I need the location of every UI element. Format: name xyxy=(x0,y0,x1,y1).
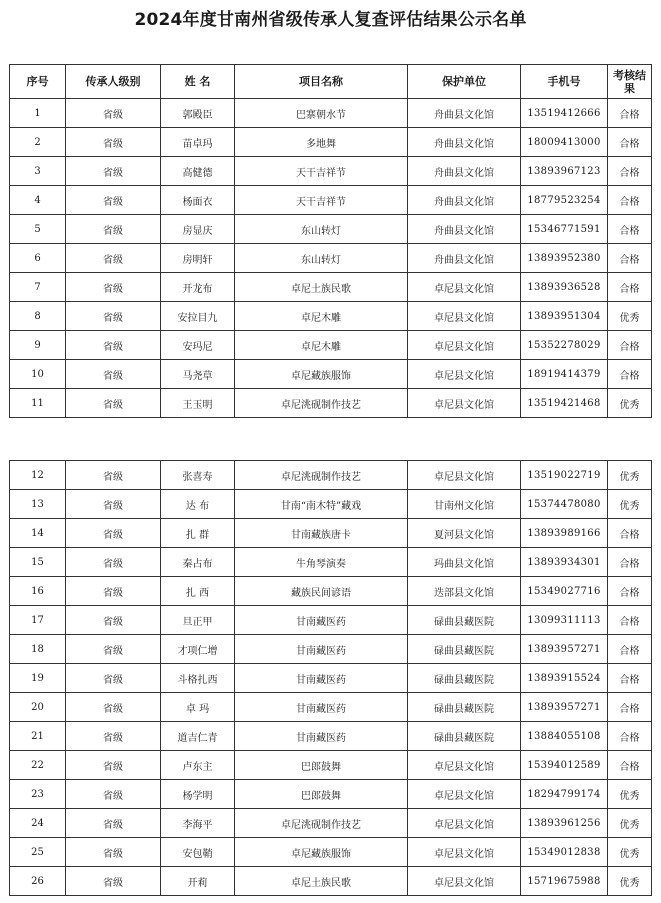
header-index: 序号 xyxy=(10,65,66,99)
cell-result: 合格 xyxy=(608,519,652,548)
cell-unit: 玛曲县文化馆 xyxy=(408,548,521,577)
cell-name: 安玛尼 xyxy=(161,331,235,360)
cell-project: 卓尼洮砚制作技艺 xyxy=(235,461,408,490)
cell-result: 优秀 xyxy=(608,490,652,519)
cell-level: 省级 xyxy=(66,360,161,389)
cell-level: 省级 xyxy=(66,519,161,548)
cell-result: 优秀 xyxy=(608,780,652,809)
cell-name: 扎 群 xyxy=(161,519,235,548)
cell-unit: 舟曲县文化馆 xyxy=(408,186,521,215)
cell-result: 合格 xyxy=(608,273,652,302)
cell-unit: 卓尼县文化馆 xyxy=(408,809,521,838)
cell-level: 省级 xyxy=(66,577,161,606)
cell-phone: 18919414379 xyxy=(521,360,608,389)
cell-result: 合格 xyxy=(608,99,652,128)
table-row xyxy=(10,577,652,606)
cell-result: 合格 xyxy=(608,606,652,635)
cell-index: 12 xyxy=(10,461,66,490)
cell-index: 18 xyxy=(10,635,66,664)
cell-phone: 15349012838 xyxy=(521,838,608,867)
cell-project: 卓尼木雕 xyxy=(235,302,408,331)
cell-phone: 15349027716 xyxy=(521,577,608,606)
table-row xyxy=(10,331,652,360)
table-row xyxy=(10,244,652,273)
cell-level: 省级 xyxy=(66,389,161,418)
cell-name: 扎 西 xyxy=(161,577,235,606)
cell-name: 张喜寿 xyxy=(161,461,235,490)
cell-name: 才项仁增 xyxy=(161,635,235,664)
cell-name: 安拉目九 xyxy=(161,302,235,331)
cell-index: 20 xyxy=(10,693,66,722)
cell-result: 合格 xyxy=(608,128,652,157)
table-row xyxy=(10,490,652,519)
table-row xyxy=(10,157,652,186)
cell-name: 李海平 xyxy=(161,809,235,838)
cell-phone: 15374478080 xyxy=(521,490,608,519)
cell-unit: 卓尼县文化馆 xyxy=(408,331,521,360)
cell-project: 天干吉祥节 xyxy=(235,186,408,215)
table-row xyxy=(10,215,652,244)
cell-unit: 卓尼县文化馆 xyxy=(408,838,521,867)
cell-phone: 13893957271 xyxy=(521,635,608,664)
cell-result: 合格 xyxy=(608,244,652,273)
cell-project: 卓尼藏族服饰 xyxy=(235,360,408,389)
cell-name: 苗卓玛 xyxy=(161,128,235,157)
cell-name: 杨面衣 xyxy=(161,186,235,215)
cell-level: 省级 xyxy=(66,722,161,751)
cell-name: 杨学明 xyxy=(161,780,235,809)
cell-level: 省级 xyxy=(66,809,161,838)
cell-unit: 卓尼县文化馆 xyxy=(408,389,521,418)
cell-level: 省级 xyxy=(66,157,161,186)
cell-project: 甘南藏医药 xyxy=(235,693,408,722)
cell-index: 24 xyxy=(10,809,66,838)
cell-result: 合格 xyxy=(608,693,652,722)
table-row xyxy=(10,302,652,331)
cell-project: 天干吉祥节 xyxy=(235,157,408,186)
cell-result: 优秀 xyxy=(608,867,652,896)
cell-name: 道吉仁青 xyxy=(161,722,235,751)
cell-project: 卓尼藏族服饰 xyxy=(235,838,408,867)
cell-index: 21 xyxy=(10,722,66,751)
table-row xyxy=(10,128,652,157)
cell-unit: 舟曲县文化馆 xyxy=(408,244,521,273)
cell-project: 卓尼木雕 xyxy=(235,331,408,360)
cell-name: 高健德 xyxy=(161,157,235,186)
cell-project: 东山转灯 xyxy=(235,244,408,273)
cell-unit: 卓尼县文化馆 xyxy=(408,780,521,809)
cell-name: 开龙布 xyxy=(161,273,235,302)
cell-unit: 舟曲县文化馆 xyxy=(408,99,521,128)
table-row xyxy=(10,635,652,664)
page-title: 2024年度甘南州省级传承人复查评估结果公示名单 xyxy=(134,10,527,30)
cell-level: 省级 xyxy=(66,99,161,128)
cell-level: 省级 xyxy=(66,128,161,157)
header-phone: 手机号 xyxy=(521,65,608,99)
cell-project: 巴郎鼓舞 xyxy=(235,751,408,780)
cell-result: 合格 xyxy=(608,360,652,389)
cell-unit: 舟曲县文化馆 xyxy=(408,157,521,186)
cell-phone: 13099311113 xyxy=(521,606,608,635)
cell-result: 合格 xyxy=(608,751,652,780)
cell-project: 牛角琴演奏 xyxy=(235,548,408,577)
cell-result: 优秀 xyxy=(608,809,652,838)
table-row xyxy=(10,360,652,389)
cell-result: 合格 xyxy=(608,635,652,664)
cell-name: 斗格扎西 xyxy=(161,664,235,693)
cell-project: 多地舞 xyxy=(235,128,408,157)
cell-phone: 13893915524 xyxy=(521,664,608,693)
cell-phone: 13893951304 xyxy=(521,302,608,331)
cell-index: 5 xyxy=(10,215,66,244)
cell-project: 卓尼洮砚制作技艺 xyxy=(235,809,408,838)
header-unit: 保护单位 xyxy=(408,65,521,99)
cell-name: 房显庆 xyxy=(161,215,235,244)
cell-phone: 13893957271 xyxy=(521,693,608,722)
table-row xyxy=(10,548,652,577)
cell-phone: 18779523254 xyxy=(521,186,608,215)
cell-index: 1 xyxy=(10,99,66,128)
cell-index: 19 xyxy=(10,664,66,693)
table-row xyxy=(10,519,652,548)
cell-name: 安包鞘 xyxy=(161,838,235,867)
cell-name: 房明轩 xyxy=(161,244,235,273)
cell-name: 卓 玛 xyxy=(161,693,235,722)
header-result: 考核结果 xyxy=(608,65,652,99)
cell-result: 合格 xyxy=(608,722,652,751)
cell-unit: 甘南州文化馆 xyxy=(408,490,521,519)
cell-result: 合格 xyxy=(608,331,652,360)
cell-phone: 13519022719 xyxy=(521,461,608,490)
header-level: 传承人级别 xyxy=(66,65,161,99)
cell-result: 合格 xyxy=(608,548,652,577)
cell-name: 达 布 xyxy=(161,490,235,519)
cell-phone: 13893961256 xyxy=(521,809,608,838)
table-row xyxy=(10,809,652,838)
cell-name: 开莉 xyxy=(161,867,235,896)
cell-level: 省级 xyxy=(66,751,161,780)
header-name: 姓 名 xyxy=(161,65,235,99)
cell-result: 优秀 xyxy=(608,461,652,490)
cell-name: 郭殿臣 xyxy=(161,99,235,128)
cell-project: 甘南藏医药 xyxy=(235,722,408,751)
cell-index: 13 xyxy=(10,490,66,519)
cell-project: 东山转灯 xyxy=(235,215,408,244)
cell-index: 4 xyxy=(10,186,66,215)
cell-index: 15 xyxy=(10,548,66,577)
cell-phone: 13893936528 xyxy=(521,273,608,302)
cell-level: 省级 xyxy=(66,215,161,244)
table-row xyxy=(10,664,652,693)
cell-level: 省级 xyxy=(66,548,161,577)
cell-phone: 18294799174 xyxy=(521,780,608,809)
header-project: 项目名称 xyxy=(235,65,408,99)
cell-name: 秦占布 xyxy=(161,548,235,577)
cell-unit: 碌曲县藏医院 xyxy=(408,664,521,693)
table-header-row xyxy=(10,65,652,99)
cell-index: 10 xyxy=(10,360,66,389)
cell-level: 省级 xyxy=(66,273,161,302)
table-row xyxy=(10,99,652,128)
cell-index: 11 xyxy=(10,389,66,418)
cell-index: 6 xyxy=(10,244,66,273)
cell-index: 17 xyxy=(10,606,66,635)
cell-unit: 舟曲县文化馆 xyxy=(408,215,521,244)
cell-index: 14 xyxy=(10,519,66,548)
cell-phone: 13893967123 xyxy=(521,157,608,186)
cell-level: 省级 xyxy=(66,838,161,867)
table-row xyxy=(10,751,652,780)
table-row xyxy=(10,722,652,751)
table-row xyxy=(10,273,652,302)
cell-phone: 13519421468 xyxy=(521,389,608,418)
cell-index: 26 xyxy=(10,867,66,896)
cell-result: 优秀 xyxy=(608,838,652,867)
cell-result: 合格 xyxy=(608,215,652,244)
table-row xyxy=(10,780,652,809)
cell-result: 合格 xyxy=(608,664,652,693)
table-row xyxy=(10,389,652,418)
table-row xyxy=(10,693,652,722)
cell-phone: 13893934301 xyxy=(521,548,608,577)
cell-name: 旦正甲 xyxy=(161,606,235,635)
cell-index: 23 xyxy=(10,780,66,809)
cell-phone: 13519412666 xyxy=(521,99,608,128)
cell-name: 马尧草 xyxy=(161,360,235,389)
cell-name: 卢东主 xyxy=(161,751,235,780)
cell-level: 省级 xyxy=(66,780,161,809)
cell-index: 25 xyxy=(10,838,66,867)
cell-level: 省级 xyxy=(66,461,161,490)
table-row xyxy=(10,867,652,896)
results-table-part-1 xyxy=(9,64,652,418)
cell-unit: 卓尼县文化馆 xyxy=(408,461,521,490)
cell-index: 22 xyxy=(10,751,66,780)
cell-unit: 舟曲县文化馆 xyxy=(408,128,521,157)
cell-unit: 卓尼县文化馆 xyxy=(408,867,521,896)
cell-unit: 夏河县文化馆 xyxy=(408,519,521,548)
cell-level: 省级 xyxy=(66,302,161,331)
cell-project: 甘南“南木特”藏戏 xyxy=(235,490,408,519)
cell-unit: 碌曲县藏医院 xyxy=(408,635,521,664)
cell-result: 合格 xyxy=(608,157,652,186)
cell-phone: 15352278029 xyxy=(521,331,608,360)
cell-unit: 碌曲县藏医院 xyxy=(408,722,521,751)
cell-unit: 卓尼县文化馆 xyxy=(408,273,521,302)
table-row xyxy=(10,186,652,215)
cell-phone: 15346771591 xyxy=(521,215,608,244)
cell-phone: 13893952380 xyxy=(521,244,608,273)
cell-unit: 卓尼县文化馆 xyxy=(408,360,521,389)
cell-phone: 15394012589 xyxy=(521,751,608,780)
cell-project: 巴郎鼓舞 xyxy=(235,780,408,809)
cell-project: 卓尼土族民歌 xyxy=(235,867,408,896)
table-row xyxy=(10,606,652,635)
cell-index: 9 xyxy=(10,331,66,360)
cell-project: 卓尼土族民歌 xyxy=(235,273,408,302)
table-row xyxy=(10,461,652,490)
cell-index: 16 xyxy=(10,577,66,606)
cell-level: 省级 xyxy=(66,664,161,693)
cell-project: 藏族民间谚语 xyxy=(235,577,408,606)
cell-level: 省级 xyxy=(66,186,161,215)
cell-result: 优秀 xyxy=(608,389,652,418)
cell-project: 巴寨朝水节 xyxy=(235,99,408,128)
cell-project: 甘南藏医药 xyxy=(235,664,408,693)
cell-index: 8 xyxy=(10,302,66,331)
cell-phone: 15719675988 xyxy=(521,867,608,896)
cell-result: 优秀 xyxy=(608,302,652,331)
cell-phone: 18009413000 xyxy=(521,128,608,157)
cell-name: 王玉明 xyxy=(161,389,235,418)
cell-result: 合格 xyxy=(608,577,652,606)
cell-unit: 卓尼县文化馆 xyxy=(408,751,521,780)
cell-unit: 碌曲县藏医院 xyxy=(408,606,521,635)
cell-level: 省级 xyxy=(66,606,161,635)
cell-unit: 碌曲县藏医院 xyxy=(408,693,521,722)
cell-project: 卓尼洮砚制作技艺 xyxy=(235,389,408,418)
cell-unit: 卓尼县文化馆 xyxy=(408,302,521,331)
cell-phone: 13893989166 xyxy=(521,519,608,548)
table-row xyxy=(10,838,652,867)
cell-result: 合格 xyxy=(608,186,652,215)
cell-level: 省级 xyxy=(66,635,161,664)
cell-project: 甘南藏医药 xyxy=(235,606,408,635)
cell-index: 2 xyxy=(10,128,66,157)
cell-level: 省级 xyxy=(66,867,161,896)
cell-level: 省级 xyxy=(66,693,161,722)
cell-index: 3 xyxy=(10,157,66,186)
cell-project: 甘南藏族唐卡 xyxy=(235,519,408,548)
cell-phone: 13884055108 xyxy=(521,722,608,751)
cell-index: 7 xyxy=(10,273,66,302)
cell-level: 省级 xyxy=(66,244,161,273)
cell-level: 省级 xyxy=(66,331,161,360)
cell-project: 甘南藏医药 xyxy=(235,635,408,664)
results-table-part-2 xyxy=(9,460,652,896)
cell-unit: 迭部县文化馆 xyxy=(408,577,521,606)
cell-level: 省级 xyxy=(66,490,161,519)
